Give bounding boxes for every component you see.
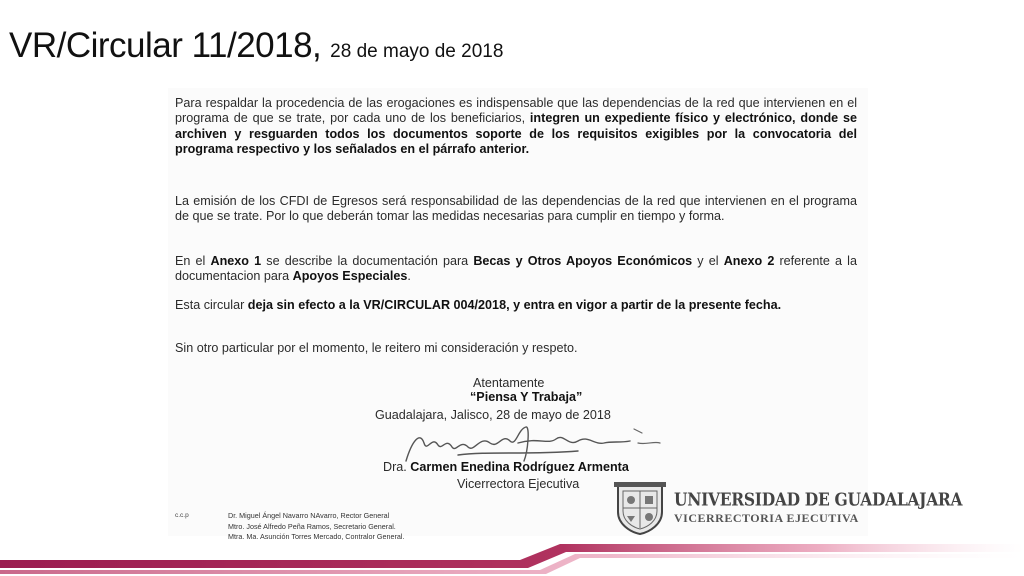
signer-title: Vicerrectora Ejecutiva [457, 477, 580, 491]
paragraph-text: . [407, 269, 411, 284]
university-seal-icon [612, 480, 668, 536]
closing-motto: “Piensa Y Trabaja” [470, 390, 583, 404]
university-name: UNIVERSIDAD DE GUADALAJARA [674, 488, 963, 510]
ccp-recipient: Mtro. José Alfredo Peña Ramos, Secretario General. [228, 521, 396, 531]
ccp-label: c.c.p [175, 512, 189, 519]
paragraph-bold-text: Anexo 2 [723, 254, 775, 268]
slide-title [9, 28, 503, 63]
paragraph-bold-text: deja sin efecto a la VR/CIRCULAR 004/2018, y entra en vigor a partir de la presente fecha. [247, 298, 782, 312]
paragraph-vigencia [175, 298, 857, 313]
signer-name [383, 460, 629, 474]
signer-full-name: Carmen Enedina Rodríguez Armenta [410, 460, 629, 474]
ccp-recipient: Dr. Miguel Ángel Navarro NAvarro, Rector General [228, 511, 390, 520]
slide-title-main: VR/Circular 11/2018, [9, 26, 322, 65]
ccp-recipient: Mtra. Ma. Asunción Torres Mercado, Contralor General. [228, 532, 405, 541]
paragraph-expediente [175, 96, 857, 158]
paragraph-anexos [175, 254, 857, 285]
paragraph-text: En el [175, 254, 211, 268]
paragraph-text: referente a la documentacion para [175, 254, 857, 284]
paragraph-cfdi: La emisión de los CFDI de Egresos será responsabilidad de las dependencias de la red que intervienen en el programa de que se trate. Por lo que deberán tomar las medidas necesarias para cumplir en tiempo y forma. [175, 194, 857, 224]
paragraph-bold-text: Becas y Otros Apoyos Económicos [473, 254, 693, 268]
paragraph-text: Esta circular [175, 298, 248, 312]
paragraph-bold-text: Apoyos Especiales [292, 269, 408, 284]
decorative-ribbon [0, 530, 1024, 576]
closing-atentamente: Atentamente [473, 376, 545, 390]
paragraph-bold-text: integren un expediente físico y electrónico, donde se archiven y resguarden todos los documentos soporte de los requisitos exigibles por la convocatoria del programa respectivo y los señalados en el párrafo anterior. [175, 111, 857, 157]
paragraph-text: Para respaldar la procedencia de las erogaciones es indispensable que las dependencias de la red que intervienen en el programa de que se trate, por cada uno de los beneficiarios, [175, 96, 857, 126]
slide-title-date: 28 de mayo de 2018 [330, 41, 504, 62]
department-name: VICERRECTORIA EJECUTIVA [674, 511, 859, 525]
scanned-circular-document [168, 88, 963, 541]
closing-place-date: Guadalajara, Jalisco, 28 de mayo de 2018 [375, 408, 611, 422]
paragraph-text: y el [692, 254, 724, 268]
paragraph-bold-text: Anexo 1 [210, 254, 262, 268]
paragraph-despedida: Sin otro particular por el momento, le reitero mi consideración y respeto. [175, 341, 578, 355]
paragraph-text: se describe la documentación para [261, 254, 474, 268]
signer-prefix: Dra. [383, 460, 411, 474]
university-logo [674, 488, 962, 526]
